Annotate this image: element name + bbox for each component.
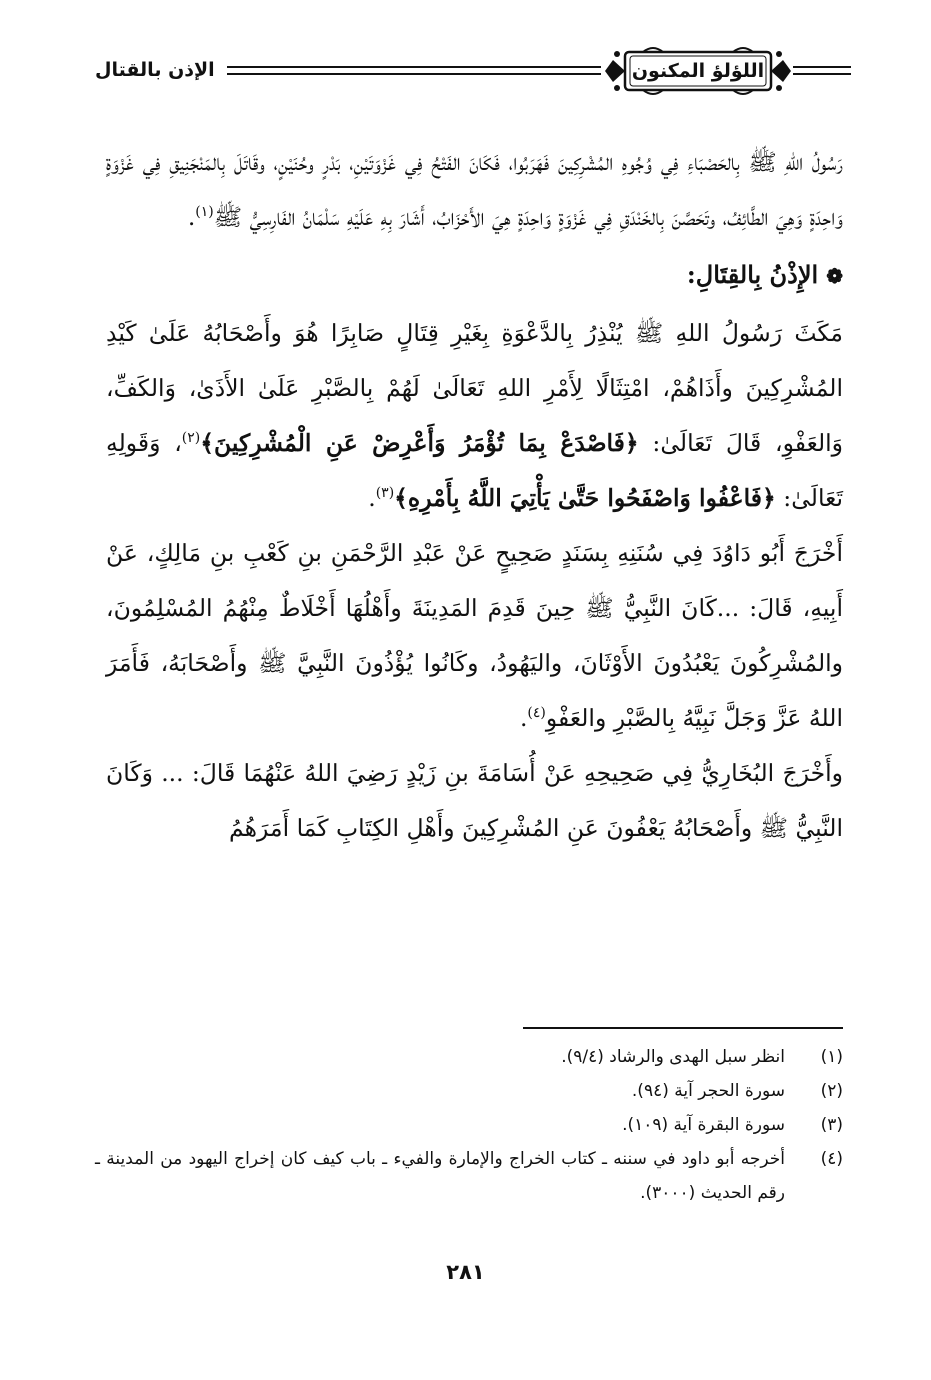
footnote-separator bbox=[523, 1027, 843, 1029]
footnote-number: (٣) bbox=[820, 1115, 843, 1135]
section-heading bbox=[106, 245, 843, 306]
footnote-number: (٤) bbox=[820, 1149, 843, 1169]
running-header bbox=[95, 40, 851, 102]
paragraph-2 bbox=[106, 306, 843, 526]
footnote-4 bbox=[95, 1142, 843, 1210]
chapter-title: الإذن بالقتال bbox=[95, 59, 215, 81]
paragraph-1 bbox=[106, 135, 843, 245]
footnote-number: (١) bbox=[820, 1047, 843, 1067]
footnote-text: انظر سبل الهدى والرشاد (٩/٤). bbox=[561, 1047, 785, 1067]
footnote-number: (٢) bbox=[820, 1081, 843, 1101]
footnote-ref-3: (٣) bbox=[375, 485, 395, 502]
footnote-text: سورة الحجر آية (٩٤). bbox=[631, 1081, 785, 1101]
footnotes bbox=[95, 1040, 843, 1210]
footnote-ref-2: (٢) bbox=[181, 430, 201, 447]
footnote-ref-1: (١) bbox=[195, 204, 214, 221]
paragraph-4-text: وأَخْرَجَ البُخَارِيُّ فِي صَحِيحِهِ عَنْ أُسَامَةَ بنِ زَيْدٍ رَضِيَ اللهُ عَنْهُمَا قَالَ: ... وَكَانَ النَّبِيُّ ﷺ وأَصْحَابُهُ يَعْفُونَ عَنِ المُشْرِكِينَ وأَهْلِ الكِتَابِ كَمَا أَمَرَهُمُ bbox=[106, 759, 843, 842]
paragraph-2-text-a: مَكَثَ رَسُولُ اللهِ ﷺ يُنْذِرُ بِالدَّعْوَةِ بِغَيْرِ قِتَالٍ صَابِرًا هُوَ وأَصْحَابُهُ عَلَىٰ كَيْدِ المُشْرِكِينَ وأَذَاهُمْ، امْتِثَالًا لِأَمْرِ اللهِ تَعَالَىٰ لَهُمْ بِالصَّبْرِ عَلَىٰ الأَذَىٰ، وَالكَفِّ، وَالعَفْوِ، قَالَ تَعَالَىٰ: bbox=[106, 319, 843, 457]
paragraph-3-end: . bbox=[519, 704, 528, 732]
footnote-text: أخرجه أبو داود في سننه ـ كتاب الخراج والإمارة والفيء ـ باب كيف كان إخراج اليهود من المدينة ـ رقم الحديث (٣٠٠٠). bbox=[95, 1149, 785, 1203]
flower-bullet-icon: ❁ bbox=[826, 264, 843, 288]
paragraph-3 bbox=[106, 526, 843, 746]
paragraph-1-end: . bbox=[187, 203, 196, 231]
header-rule-left bbox=[227, 66, 601, 75]
paragraph-3-text: أَخْرَجَ أَبُو دَاوُدَ فِي سُنَنِهِ بِسَنَدٍ صَحِيحٍ عَنْ عَبْدِ الرَّحْمَنِ بنِ كَعْبِ بنِ مَالِكٍ، عَنْ أَبِيهِ، قَالَ: ...كَانَ النَّبِيُّ ﷺ حِينَ قَدِمَ المَدِينَةَ وأَهْلُهَا أَخْلَاطٌ مِنْهُمُ المُسْلِمُونَ، والمُشْرِكُونَ يَعْبُدُونَ الأَوْثَانَ، واليَهُودُ، وكَانُوا يُؤْذُونَ النَّبِيَّ ﷺ وأَصْحَابَهُ، فَأَمَرَ اللهُ عَزَّ وَجَلَّ نَبِيَّهُ بِالصَّبْرِ والعَفْوِ bbox=[106, 539, 843, 732]
book-title-ornament bbox=[603, 44, 793, 98]
paragraph-2-end: . bbox=[368, 484, 376, 512]
section-heading-text: الإِذْنُ بِالقِتَالِ: bbox=[686, 260, 819, 289]
header-rule-right bbox=[793, 66, 851, 75]
footnote-1 bbox=[95, 1040, 843, 1074]
paragraph-4 bbox=[106, 746, 843, 856]
footnote-text: سورة البقرة آية (١٠٩). bbox=[622, 1115, 785, 1135]
paragraph-1-text: رَسُولُ اللهِ ﷺ بِالحَصْبَاءِ فِي وُجُوهِ المُشْرِكِينَ فَهَرَبُوا، فَكَانَ الفَتْحُ فِي غَزْوَتَيْنِ، بَدْرٍ وحُنَيْنٍ، وقَاتَلَ بِالمَنْجَنِيقِ فِي غَزْوَةٍ وَاحِدَةٍ وَهِيَ الطَّائِفُ، وتَحَصَّنَ بِالخَنْدَقِ فِي غَزْوَةٍ وَاحِدَةٍ هِيَ الأَحْزَابُ، أَشَارَ بِهِ عَلَيْهِ سَلْمَانُ الفَارِسِيُّ ﷺ bbox=[106, 148, 843, 231]
main-text bbox=[106, 135, 843, 856]
quran-verse-1: ﴿فَاصْدَعْ بِمَا تُؤْمَرُ وَأَعْرِضْ عَنِ الْمُشْرِكِينَ﴾ bbox=[200, 429, 639, 457]
footnote-2 bbox=[95, 1074, 843, 1108]
page-number: ٢٨١ bbox=[446, 1260, 485, 1284]
book-title: اللؤلؤ المكنون bbox=[631, 60, 765, 82]
quran-verse-2: ﴿فَاعْفُوا وَاصْفَحُوا حَتَّىٰ يَأْتِيَ اللَّهُ بِأَمْرِهِ﴾ bbox=[394, 484, 776, 512]
paragraph-2-text-b: ، وَقَولِهِ تَعَالَىٰ: bbox=[106, 429, 843, 512]
footnote-3 bbox=[95, 1108, 843, 1142]
footnote-ref-4: (٤) bbox=[527, 705, 546, 722]
